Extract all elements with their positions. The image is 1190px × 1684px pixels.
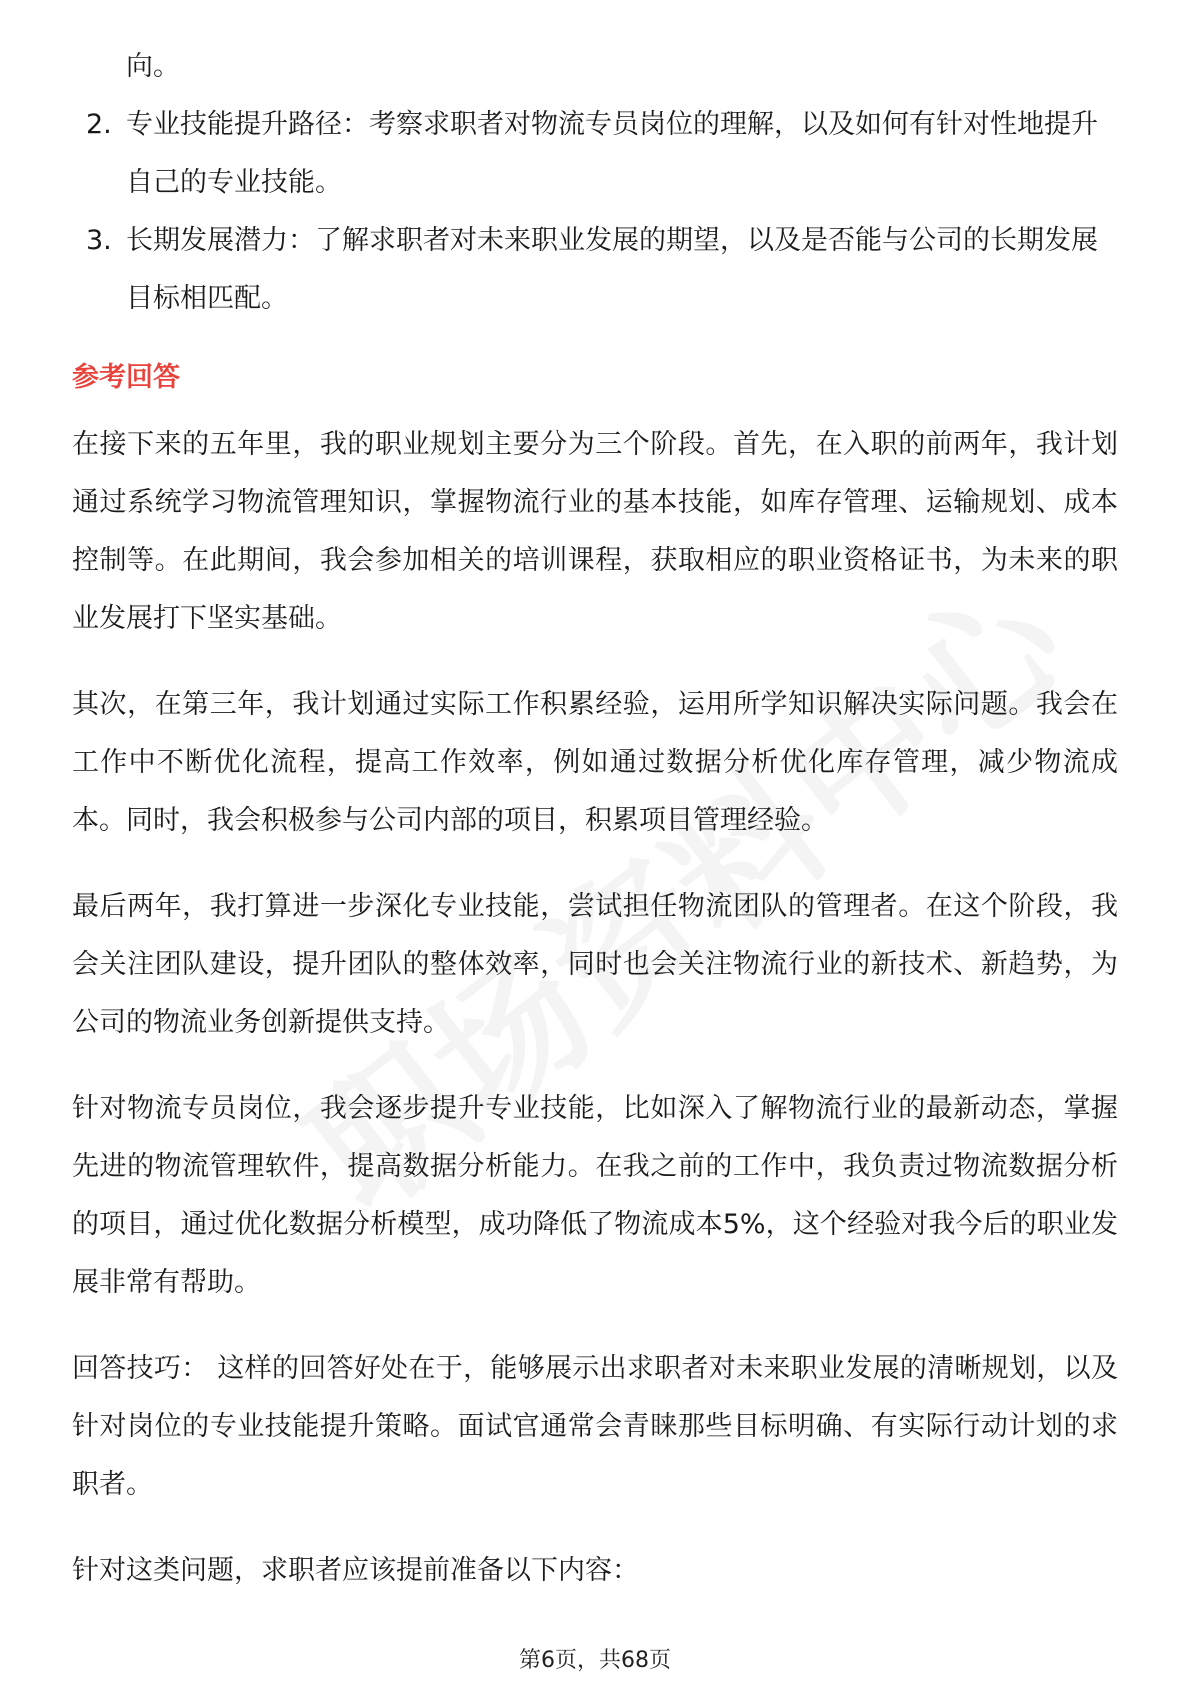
numbered-list: [72, 96, 1118, 328]
answer-tip-paragraph: 回答技巧： 这样的回答好处在于，能够展示出求职者对未来职业发展的清晰规划，以及针对岗位的专业技能提升策略。面试官通常会青睐那些目标明确、有实际行动计划的求职者。: [72, 1353, 1118, 1500]
paragraph: 在接下来的五年里，我的职业规划主要分为三个阶段。首先，在入职的前两年，我计划通过系统学习物流管理知识，掌握物流行业的基本技能，如库存管理、运输规划、成本控制等。在此期间，我会参加相关的培训课程，获取相应的职业资格证书，为未来的职业发展打下坚实基础。: [72, 429, 1118, 634]
page-number: 第6页，共68页: [519, 1648, 671, 1673]
paragraph: 最后两年，我打算进一步深化专业技能，尝试担任物流团队的管理者。在这个阶段，我会关注团队建设，提升团队的整体效率，同时也会关注物流行业的新技术、新趋势，为公司的物流业务创新提供支持。: [72, 891, 1118, 1038]
list-item: [72, 96, 1118, 212]
list-item-number: 2.: [86, 109, 112, 140]
section-heading: 参考回答: [72, 362, 180, 393]
paragraph: 针对这类问题，求职者应该提前准备以下内容：: [72, 1555, 639, 1586]
list-item-text: 专业技能提升路径：考察求职者对物流专员岗位的理解，以及如何有针对性地提升自己的专业技能。: [126, 109, 1098, 198]
list-item-number: 3.: [86, 225, 112, 256]
list-item-text: 长期发展潜力：了解求职者对未来职业发展的期望，以及是否能与公司的长期发展目标相匹配。: [126, 225, 1098, 314]
continued-text: 向。: [126, 51, 180, 82]
page-content: [72, 38, 1118, 1628]
paragraph: 针对物流专员岗位，我会逐步提升专业技能，比如深入了解物流行业的最新动态，掌握先进的物流管理软件，提高数据分析能力。在我之前的工作中，我负责过物流数据分析的项目，通过优化数据分析模型，成功降低了物流成本5%，这个经验对我今后的职业发展非常有帮助。: [72, 1093, 1118, 1298]
paragraph: 其次，在第三年，我计划通过实际工作积累经验，运用所学知识解决实际问题。我会在工作中不断优化流程，提高工作效率，例如通过数据分析优化库存管理，减少物流成本。同时，我会积极参与公司内部的项目，积累项目管理经验。: [72, 689, 1118, 836]
list-item: [72, 212, 1118, 328]
